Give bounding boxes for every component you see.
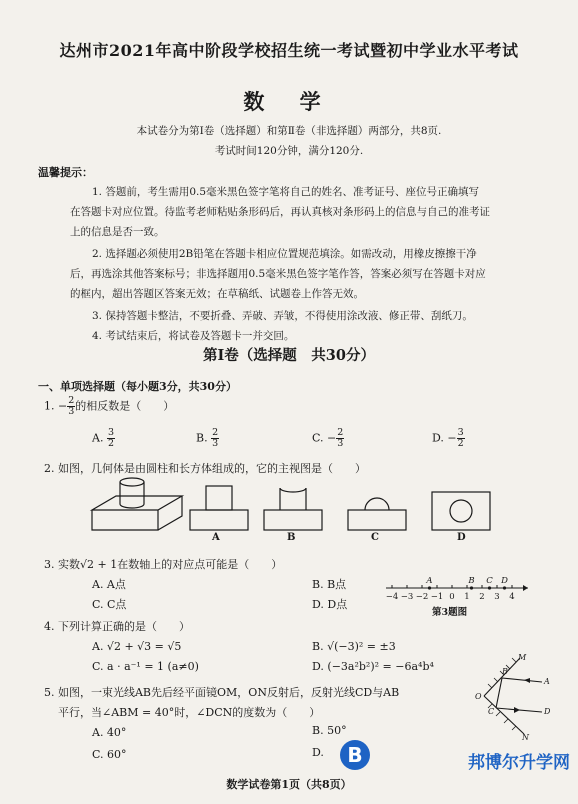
q3-point-dot: [488, 586, 491, 589]
q4-option-a: A. √2 + √3 = √5: [92, 640, 182, 653]
q3-point-label: D: [501, 576, 508, 586]
q5-label-n: N: [522, 733, 529, 740]
intro-line-1: 本试卷分为第Ⅰ卷（选择题）和第Ⅱ卷（非选择题）两部分，共8页.: [136, 125, 442, 137]
q1-option-a: A. $\frac{3}{2}$: [92, 427, 114, 449]
q5-option-b: B. 50°: [312, 724, 347, 737]
q5-option-c: C. 60°: [92, 748, 127, 761]
q1-option-b: B. $\frac{2}{3}$: [196, 427, 219, 449]
q3-tick-label: 0: [449, 592, 455, 602]
q1-option-c: C. − $\frac{2}{3}$: [312, 427, 344, 449]
section-title: 第Ⅰ卷（选择题 共30分）: [203, 347, 375, 364]
question-4: 4. 下列计算正确的是（ ）: [44, 620, 190, 633]
part-heading: 一、单项选择题（每小题3分，共30分）: [38, 380, 237, 393]
q5-label-d: D: [544, 707, 551, 716]
q3-figure-caption: 第3题图: [432, 607, 468, 618]
q3-point-label: A: [426, 576, 433, 586]
q3-point-label: B: [468, 576, 475, 586]
q2-label-d: D: [457, 532, 466, 543]
q4-option-c: C. a · a⁻¹ = 1 (a≠0): [92, 660, 199, 673]
question-5-line-1: 5. 如图，一束光线AB先后经平面镜OM，ON反射后，反射光线CD与AB: [44, 686, 400, 699]
subject-title: 数 学: [243, 89, 335, 114]
question-1: 1. − $\frac{2}{3}$ 的相反数是（ ）: [44, 395, 175, 417]
q3-tick-label: −4: [385, 592, 399, 602]
q2-figures: [86, 474, 506, 550]
q5-label-a: A: [544, 677, 550, 686]
notice-line: 4. 考试结束后，将试卷及答题卡一并交回。: [92, 330, 295, 342]
q3-tick-label: 3: [494, 592, 500, 602]
q2-option-b-figure: [264, 488, 322, 530]
notice-line: 在答题卡对应位置。待监考老师粘贴条形码后，再认真核对条形码上的信息与自己的准考证: [70, 206, 490, 218]
q3-option-c: C. C点: [92, 598, 127, 611]
q2-option-c-figure: [348, 498, 406, 530]
q5-option-a: A. 40°: [92, 726, 127, 739]
notice-line: 上的信息是否一致。: [70, 226, 165, 238]
q2-option-a-figure: [190, 486, 248, 530]
notice-line: 1. 答题前，考生需用0.5毫米黑色签字笔将自己的姓名、准考证号、座位号正确填写: [92, 186, 480, 198]
question-3: 3. 实数√2 + 1在数轴上的对应点可能是（ ）: [44, 558, 283, 571]
q5-mirror-figure: [472, 652, 552, 740]
q5-label-o: O: [475, 692, 482, 701]
q2-solid-figure: [92, 478, 182, 530]
q4-option-d: D. (−3a²b²)² = −6a⁴b⁴: [312, 660, 434, 673]
q3-option-b: B. B点: [312, 578, 347, 591]
question-5-line-2: 平行，当∠ABM = 40°时，∠DCN的度数为（ ）: [58, 706, 321, 719]
q2-label-b: B: [287, 532, 296, 543]
q5-label-c: C: [488, 707, 495, 716]
q5-option-d: D.: [312, 746, 324, 759]
watermark-logo-icon: B: [340, 740, 370, 770]
q3-point-dot: [503, 586, 506, 589]
q2-label-c: C: [371, 532, 379, 543]
q3-point-label: C: [486, 576, 493, 586]
q4-option-b: B. √(−3)² = ±3: [312, 640, 396, 653]
q3-tick-label: −3: [400, 592, 414, 602]
q1-option-d: D. − $\frac{3}{2}$: [432, 427, 464, 449]
watermark-text: 邦博尔升学网: [468, 753, 570, 773]
q3-point-dot: [428, 586, 431, 589]
notice-line: 2. 选择题必须使用2B铅笔在答题卡相应位置规范填涂。如需改动，用橡皮擦擦干净: [92, 248, 477, 260]
notice-line: 后，再选涂其他答案标号；非选择题用0.5毫米黑色签字笔作答，答案必须写在答题卡对应: [70, 268, 486, 280]
q3-tick-label: −1: [430, 592, 444, 602]
exam-title: 达州市2021年高中阶段学校招生统一考试暨初中学业水平考试: [59, 41, 519, 60]
q2-label-a: A: [212, 532, 220, 543]
q3-point-dot: [470, 586, 473, 589]
q3-tick-label: 1: [464, 592, 470, 602]
page-footer: 数学试卷第1页（共8页）: [226, 778, 352, 791]
notice-line: 的框内，超出答题区答案无效；在草稿纸、试题卷上作答无效。: [70, 288, 364, 300]
intro-line-2: 考试时间120分钟，满分120分.: [214, 145, 364, 157]
q2-option-d-figure: [432, 492, 490, 530]
q3-tick-label: 4: [509, 592, 515, 602]
q3-option-d: D. D点: [312, 598, 348, 611]
q3-number-line: [384, 572, 534, 606]
notice-line: 3. 保持答题卡整洁，不要折叠、弄破、弄皱，不得使用涂改液、修正带、刮纸刀。: [92, 310, 473, 322]
q3-tick-label: 2: [479, 592, 485, 602]
notice-heading: 温馨提示：: [38, 166, 93, 179]
q3-tick-label: −2: [415, 592, 429, 602]
q5-label-m: M: [518, 653, 527, 662]
q5-label-b: B: [502, 667, 508, 676]
question-2: 2. 如图，几何体是由圆柱和长方体组成的，它的主视图是（ ）: [44, 462, 366, 475]
q3-option-a: A. A点: [92, 578, 126, 591]
